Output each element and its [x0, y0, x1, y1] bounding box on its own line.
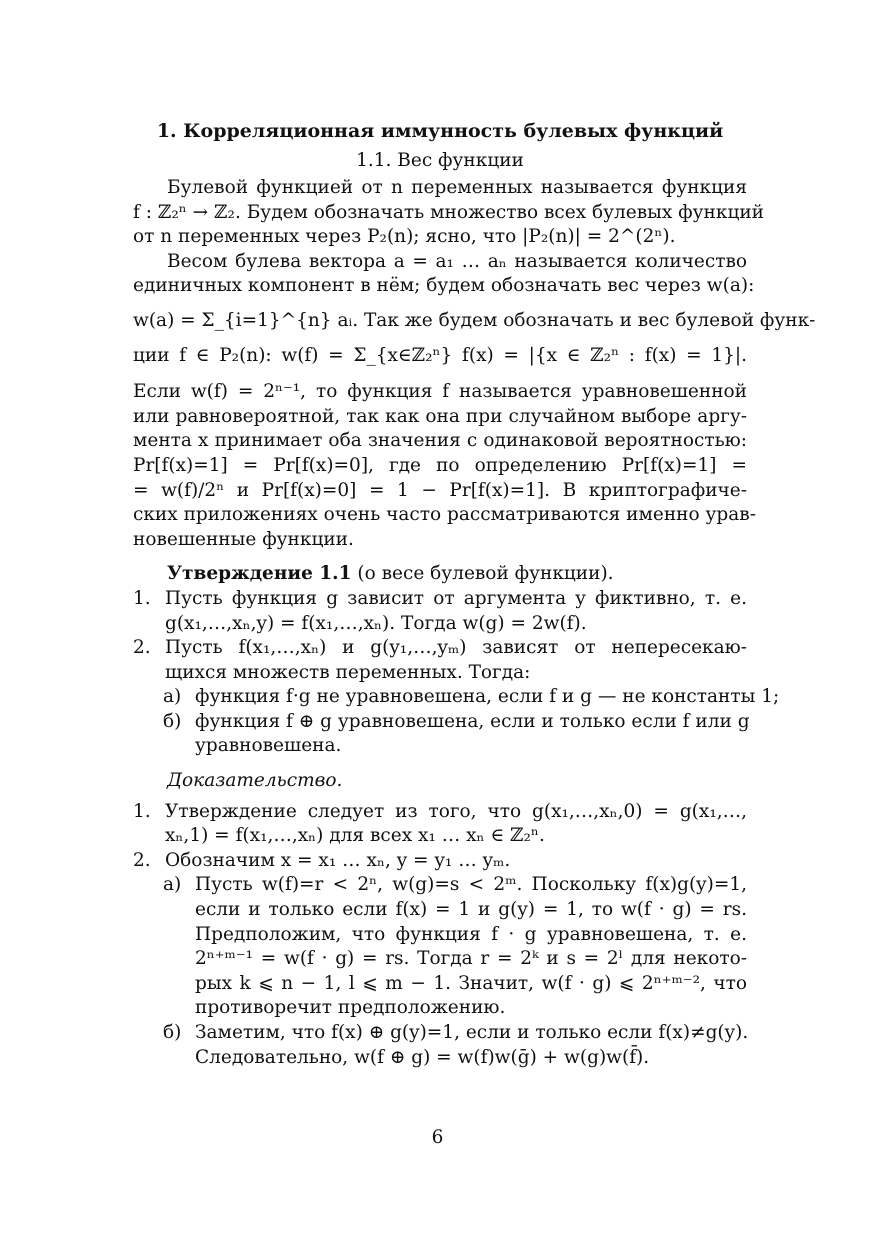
- statement-item-2: [133, 636, 747, 685]
- text-line: Булевой функцией от n переменных называется функция: [167, 177, 747, 198]
- text-line: уравновешена.: [195, 735, 342, 757]
- text-line: Предположим, что функция f · g уравновешена, т. е.: [195, 923, 747, 945]
- text-line: или равновероятной, так как она при случайном выборе аргу-: [133, 405, 747, 427]
- subitem-letter: а): [163, 874, 182, 896]
- proof-subitem-b: [133, 1021, 747, 1070]
- subitem-letter: а): [163, 686, 182, 708]
- text-line: xₙ,1) = f(x₁,…,xₙ) для всех x₁ … xₙ ∈ ℤ₂ⁿ.: [165, 825, 545, 847]
- proof-label: Доказательство.: [167, 770, 343, 792]
- text-line: от n переменных через P₂(n); ясно, что |P₂(n)| = 2^(2ⁿ).: [133, 226, 676, 248]
- statement-label: Утверждение 1.1: [167, 563, 352, 585]
- text-line: Утверждение следует из того, что g(x₁,…,xₙ,0) = g(x₁,…,: [165, 800, 747, 822]
- text-line: = w(f)/2ⁿ и Pr[f(x)=0] = 1 − Pr[f(x)=1]. В криптографиче-: [133, 479, 747, 501]
- text-line: Пусть w(f)=r < 2ⁿ, w(g)=s < 2ᵐ. Поскольку f(x)g(y)=1,: [195, 874, 747, 896]
- subsection-title: 1.1. Вес функции: [356, 150, 524, 171]
- proof-item-2: [133, 849, 747, 874]
- statement-subitem-b: [133, 710, 750, 759]
- item-number: 2.: [133, 637, 151, 659]
- text-line: f : ℤ₂ⁿ → ℤ₂. Будем обозначать множество всех булевых функций: [133, 201, 764, 223]
- proof-subitem-a: [133, 873, 747, 1021]
- item-number: 1.: [133, 800, 151, 822]
- text-line: мента x принимает оба значения с одинаковой вероятностью:: [133, 430, 747, 452]
- paragraph-1: [133, 176, 764, 250]
- text-line: ских приложениях очень часто рассматриваются именно урав-: [133, 504, 756, 526]
- text-line: Весом булева вектора a = a₁ … aₙ называется количество: [167, 250, 747, 272]
- proof-item-1: [133, 800, 747, 849]
- text-line: рых k ⩽ n − 1, l ⩽ m − 1. Значит, w(f · g) ⩽ 2ⁿ⁺ᵐ⁻², что: [195, 972, 747, 994]
- text-line: Следовательно, w(f ⊕ g) = w(f)w(ḡ) + w(g)w(f̄).: [195, 1046, 650, 1068]
- page-body: [133, 118, 816, 1070]
- text-line: противоречит предположению.: [195, 997, 506, 1019]
- item-number: 1.: [133, 587, 151, 609]
- text-line: Пусть функция g зависит от аргумента y фиктивно, т. е.: [165, 587, 747, 609]
- paragraph-2: [133, 250, 816, 553]
- subitem-letter: б): [163, 710, 182, 732]
- text-line: щихся множеств переменных. Тогда:: [165, 661, 531, 683]
- text-line: функция f ⊕ g уравновешена, если и только если f или g: [195, 710, 750, 732]
- subitem-letter: б): [163, 1022, 182, 1043]
- text-line: новешенные функции.: [133, 528, 354, 550]
- text-line: единичных компонент в нём; будем обозначать вес через w(a):: [133, 275, 755, 297]
- text-line: Pr[f(x)=1] = Pr[f(x)=0], где по определению Pr[f(x)=1] =: [133, 454, 747, 476]
- text-line: функция f·g не уравновешена, если f и g — не константы 1;: [195, 686, 780, 708]
- text-line: если и только если f(x) = 1 и g(y) = 1, то w(f · g) = rs.: [195, 899, 747, 921]
- text-line: g(x₁,…,xₙ,y) = f(x₁,…,xₙ). Тогда w(g) = 2w(f).: [165, 612, 587, 634]
- statement-caption: (о весе булевой функции).: [357, 563, 614, 585]
- statement-heading: [133, 562, 747, 587]
- text-line: Пусть f(x₁,…,xₙ) и g(y₁,…,yₘ) зависят от непересекаю-: [165, 637, 747, 659]
- text-line: Заметим, что f(x) ⊕ g(y)=1, если и только если f(x)≠g(y).: [195, 1022, 749, 1043]
- section-title: 1. Корреляционная иммунность булевых функций: [156, 120, 724, 142]
- text-line: Если w(f) = 2ⁿ⁻¹, то функция f называется уравновешенной: [133, 381, 747, 403]
- formula-line: w(a) = Σ_{i=1}^{n} aᵢ. Так же будем обозначать и вес булевой функ-: [133, 309, 816, 331]
- text-line: Обозначим x = x₁ … xₙ, y = y₁ … yₘ.: [165, 849, 511, 871]
- statement-item-1: [133, 587, 747, 636]
- page-number: 6: [431, 1127, 444, 1148]
- formula-line: ции f ∈ P₂(n): w(f) = Σ_{x∈ℤ₂ⁿ} f(x) = |{x ∈ ℤ₂ⁿ : f(x) = 1}|.: [133, 344, 747, 366]
- item-number: 2.: [133, 849, 151, 871]
- statement-subitem-a: [133, 685, 780, 710]
- text-line: 2ⁿ⁺ᵐ⁻¹ = w(f · g) = rs. Тогда r = 2ᵏ и s = 2ˡ для некото-: [195, 948, 747, 970]
